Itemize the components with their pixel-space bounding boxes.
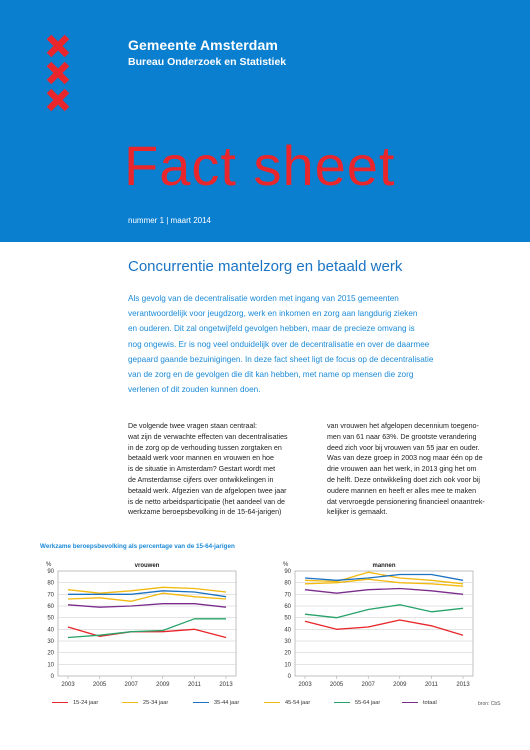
body-line: de helft. Deze ontwikkeling doet zich ook voor bij bbox=[327, 475, 480, 484]
x-tick-label: 2007 bbox=[361, 682, 375, 688]
x-tick-label: 2003 bbox=[61, 682, 75, 688]
chart-title: mannen bbox=[372, 563, 396, 569]
legend-label: 55-64 jaar bbox=[355, 700, 381, 706]
intro-line: en ouderen. Dit zal ongetwijfeld gevolgen hebben, maar de precieze omvang is bbox=[128, 324, 415, 334]
body-line: de Amsterdamse cijfers over ontwikkelingen in bbox=[128, 475, 274, 484]
body-line: is de situatie in Amsterdam? Gestart wordt met bbox=[128, 465, 276, 474]
x-tick-label: 2005 bbox=[329, 682, 344, 688]
department-name: Bureau Onderzoek en Statistiek bbox=[128, 56, 287, 68]
source-note: bron: CbS bbox=[478, 701, 501, 707]
legend-swatch bbox=[402, 702, 418, 704]
y-tick-label: 0 bbox=[50, 674, 54, 680]
y-tick-label: 10 bbox=[284, 662, 291, 669]
x-tick-label: 2011 bbox=[424, 682, 438, 688]
body-line: betaald werk. Afgezien van de afgelopen twee jaar bbox=[128, 486, 287, 495]
intro-line: nog ongewis. Er is nog veel onduidelijk over de decentralisatie en over de daarmee bbox=[128, 339, 430, 349]
y-tick-label: 70 bbox=[47, 592, 54, 599]
y-tick-label: 80 bbox=[47, 580, 54, 587]
intro-line: van de zorg en de gevolgen die dit kan hebben, met name op mensen die zorg bbox=[128, 370, 414, 380]
legend-swatch bbox=[122, 702, 138, 704]
series-line-55-64-jaar bbox=[68, 619, 226, 638]
body-column-left bbox=[128, 421, 316, 518]
intro-paragraph bbox=[128, 291, 498, 397]
header-banner bbox=[0, 0, 530, 242]
series-line-25-34-jaar bbox=[305, 572, 463, 584]
y-tick-label: 30 bbox=[284, 639, 291, 645]
x-tick-label: 2011 bbox=[187, 682, 201, 688]
y-tick-label: 40 bbox=[47, 627, 54, 634]
issue-number: nummer 1 | maart 2014 bbox=[128, 216, 212, 225]
cross-icon bbox=[46, 88, 70, 112]
legend-label: 25-34 jaar bbox=[143, 700, 169, 706]
cross-icon bbox=[46, 61, 70, 85]
line-chart-mannen bbox=[273, 558, 493, 688]
series-line-55-64-jaar bbox=[305, 605, 463, 618]
x-tick-label: 2013 bbox=[219, 682, 233, 688]
y-tick-label: 50 bbox=[47, 615, 54, 622]
document-title: Fact sheet bbox=[124, 134, 396, 197]
series-line-totaal bbox=[68, 604, 226, 608]
legend-item bbox=[264, 700, 310, 706]
body-line: men van 61 naar 63%. De grootste verandering bbox=[327, 432, 477, 441]
legend-swatch bbox=[52, 702, 68, 704]
intro-line: gepaard gaande bezuinigingen. In deze fact sheet ligt de focus op de decentralisatie bbox=[128, 354, 434, 364]
chart-mannen bbox=[273, 558, 493, 688]
body-line: van vrouwen het afgelopen decennium toegeno- bbox=[327, 422, 479, 430]
series-line-totaal bbox=[305, 589, 463, 595]
y-tick-label: 90 bbox=[284, 569, 291, 575]
body-line: wat zijn de verwachte effecten van decentralisaties bbox=[128, 432, 288, 441]
body-line: in de zorg op de verhouding tussen zorgtaken en bbox=[128, 443, 282, 452]
legend-swatch bbox=[264, 702, 280, 704]
body-line: oudere mannen en heeft er alles mee te maken bbox=[327, 486, 477, 495]
y-axis-label: % bbox=[283, 562, 289, 568]
x-tick-label: 2013 bbox=[456, 682, 470, 688]
organization-name: Gemeente Amsterdam bbox=[128, 37, 278, 53]
legend-item bbox=[334, 700, 380, 706]
body-line: dat vervroegde pensionering financieel onaantrek- bbox=[327, 497, 485, 506]
y-tick-label: 70 bbox=[284, 592, 291, 599]
y-tick-label: 60 bbox=[284, 604, 291, 610]
amsterdam-crosses-logo bbox=[46, 34, 72, 115]
x-tick-label: 2009 bbox=[156, 682, 170, 688]
legend-label: 35-44 jaar bbox=[214, 700, 240, 706]
y-tick-label: 40 bbox=[284, 627, 291, 634]
chart-title: vrouwen bbox=[134, 563, 160, 569]
legend-swatch bbox=[334, 702, 350, 704]
x-tick-label: 2003 bbox=[298, 682, 312, 688]
chart-vrouwen bbox=[36, 558, 256, 688]
body-line: Was van deze groep in 2003 nog maar één op de bbox=[327, 454, 483, 463]
body-line: is de netto arbeidsparticipatie (het aandeel van de bbox=[128, 497, 285, 506]
legend-label: 15-24 jaar bbox=[73, 700, 99, 706]
y-tick-label: 10 bbox=[47, 662, 54, 669]
figure-caption: Werkzame beroepsbevolking als percentage van de 15-64-jarigen bbox=[40, 543, 235, 550]
y-tick-label: 20 bbox=[284, 650, 291, 657]
line-chart-vrouwen bbox=[36, 558, 256, 688]
body-line: kelijker is gemaakt. bbox=[327, 508, 388, 517]
legend-label: 45-54 jaar bbox=[285, 700, 311, 706]
y-tick-label: 30 bbox=[47, 639, 54, 645]
y-tick-label: 50 bbox=[284, 615, 291, 622]
body-line: De volgende twee vragen staan centraal: bbox=[128, 422, 257, 430]
chart-legend bbox=[52, 700, 492, 712]
legend-item bbox=[52, 700, 98, 706]
body-line: deed zich voor bij vrouwen van 55 jaar en ouder. bbox=[327, 443, 480, 452]
y-axis-label: % bbox=[46, 562, 52, 568]
x-tick-label: 2009 bbox=[393, 682, 407, 688]
y-tick-label: 0 bbox=[287, 674, 291, 680]
intro-line: Als gevolg van de decentralisatie worden met ingang van 2015 gemeenten bbox=[128, 294, 399, 303]
body-column-right bbox=[327, 421, 515, 518]
body-line: drie vrouwen aan het werk, in 2013 ging het om bbox=[327, 465, 477, 474]
intro-line: verantwoordelijk voor jeugdzorg, werk en inkomen en zorg aan langdurig zieken bbox=[128, 309, 418, 319]
cross-icon bbox=[46, 34, 70, 58]
y-tick-label: 20 bbox=[47, 650, 54, 657]
y-tick-label: 60 bbox=[47, 604, 54, 610]
legend-item bbox=[193, 700, 239, 706]
series-line-15-24-jaar bbox=[305, 620, 463, 635]
intro-line: verlenen of dit zouden kunnen doen. bbox=[128, 385, 261, 395]
body-line: betaald werk voor mannen en vrouwen en hoe bbox=[128, 454, 274, 463]
plot-frame bbox=[58, 571, 236, 676]
article-title: Concurrentie mantelzorg en betaald werk bbox=[128, 258, 403, 275]
y-tick-label: 90 bbox=[47, 569, 54, 575]
body-line: werkzame beroepsbevolking in de 15-64-jarigen) bbox=[128, 508, 282, 517]
legend-item bbox=[402, 700, 437, 706]
y-tick-label: 80 bbox=[284, 580, 291, 587]
legend-swatch bbox=[193, 702, 209, 704]
x-tick-label: 2005 bbox=[92, 682, 107, 688]
legend-label: totaal bbox=[423, 700, 437, 706]
x-tick-label: 2007 bbox=[124, 682, 138, 688]
legend-item bbox=[122, 700, 168, 706]
